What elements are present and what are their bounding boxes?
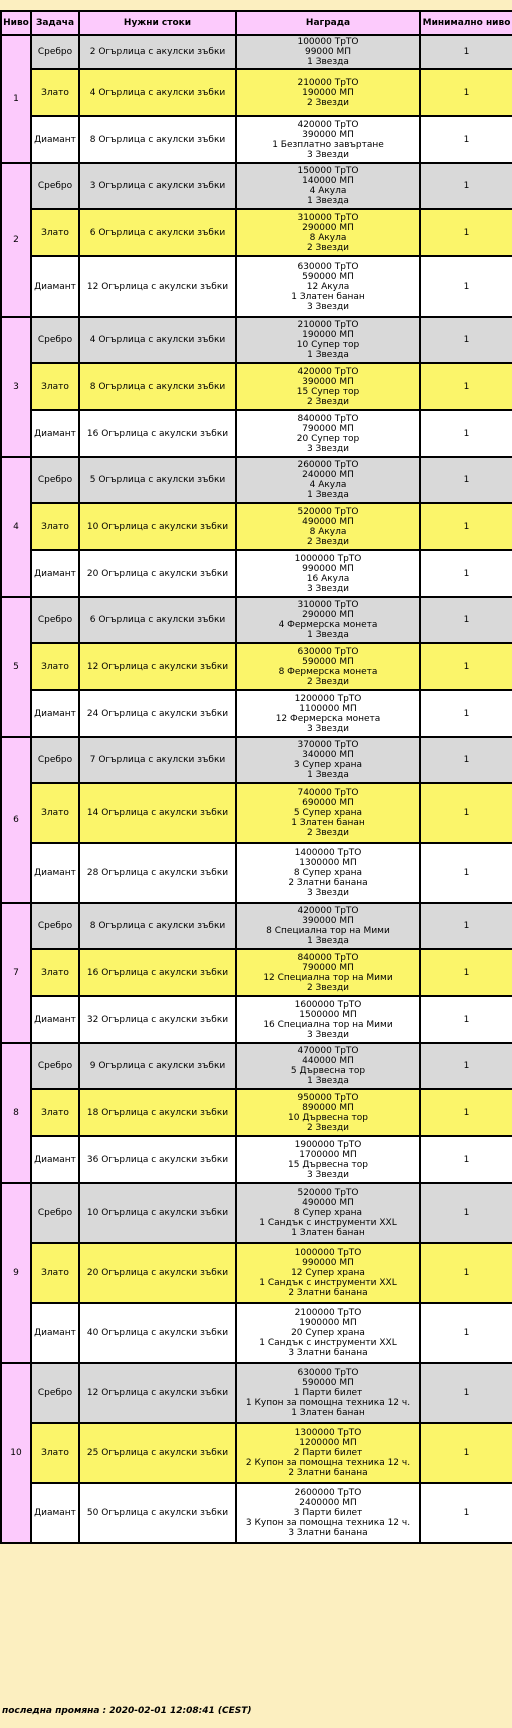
reward-line: 340000 МП	[302, 750, 354, 760]
reward-line: 100000 ТрТО	[297, 37, 359, 47]
task-cell: Сребро	[31, 1183, 79, 1243]
reward-cell	[236, 410, 420, 457]
reward-line: 1 Златен банан	[291, 1228, 365, 1238]
reward-line: 370000 ТрТО	[297, 740, 359, 750]
table-row	[1, 949, 512, 996]
table-header-row	[1, 11, 512, 35]
goods-cell: 8 Огърлица с акулски зъбки	[79, 903, 236, 949]
goods-cell: 6 Огърлица с акулски зъбки	[79, 597, 236, 643]
table-row	[1, 737, 512, 783]
reward-line: 1 Сандък с инструменти XXL	[259, 1218, 397, 1228]
reward-line: 2 Звезди	[306, 97, 350, 108]
reward-line: 3 Звезди	[306, 888, 350, 898]
task-cell: Злато	[31, 1243, 79, 1303]
reward-line: 440000 МП	[302, 1056, 354, 1066]
task-cell: Злато	[31, 69, 79, 116]
reward-cell	[236, 35, 420, 69]
reward-line: 150000 ТрТО	[297, 166, 359, 176]
min-level-cell: 1	[420, 1243, 512, 1303]
task-cell: Диамант	[31, 996, 79, 1043]
task-cell: Сребро	[31, 903, 79, 949]
table-row	[1, 163, 512, 209]
reward-line: 210000 ТрТО	[297, 77, 359, 88]
header-goods: Нужни стоки	[79, 11, 236, 35]
reward-line: 15 Дървесна тор	[288, 1159, 368, 1170]
min-level-cell: 1	[420, 949, 512, 996]
reward-cell	[236, 209, 420, 256]
min-level-cell: 1	[420, 903, 512, 949]
reward-line: 20 Супер храна	[291, 1328, 365, 1338]
level-cell: 1	[1, 35, 31, 163]
reward-line: 2 Купон за помощна техника 12 ч.	[245, 1458, 411, 1468]
reward-cell	[236, 1303, 420, 1363]
min-level-cell: 1	[420, 256, 512, 317]
reward-line: 290000 МП	[302, 610, 354, 620]
reward-line: 3 Звезди	[306, 443, 350, 454]
task-cell: Диамант	[31, 1483, 79, 1543]
table-row	[1, 317, 512, 363]
task-cell: Диамант	[31, 843, 79, 903]
goods-cell: 6 Огърлица с акулски зъбки	[79, 209, 236, 256]
task-cell: Сребро	[31, 737, 79, 783]
reward-line: 1 Звезда	[307, 936, 349, 946]
reward-line: 590000 МП	[302, 1378, 354, 1388]
reward-line: 5 Дървесна тор	[290, 1066, 366, 1076]
reward-line: 3 Звезди	[306, 1029, 350, 1040]
reward-line: 3 Звезди	[306, 301, 350, 312]
reward-line: 2 Звезди	[306, 536, 350, 547]
min-level-cell: 1	[420, 597, 512, 643]
reward-cell	[236, 1089, 420, 1136]
task-cell: Злато	[31, 1423, 79, 1483]
reward-line: 630000 ТрТО	[297, 646, 359, 657]
goods-cell: 20 Огърлица с акулски зъбки	[79, 1243, 236, 1303]
table-row	[1, 209, 512, 256]
table-row	[1, 1303, 512, 1363]
task-cell: Сребро	[31, 1363, 79, 1423]
table-row	[1, 410, 512, 457]
reward-cell	[236, 996, 420, 1043]
reward-cell	[236, 457, 420, 503]
reward-line: 1 Звезда	[307, 350, 349, 360]
reward-line: 590000 МП	[302, 271, 354, 282]
goods-cell: 12 Огърлица с акулски зъбки	[79, 643, 236, 690]
reward-line: 8 Акула	[309, 232, 347, 243]
task-cell: Сребро	[31, 457, 79, 503]
reward-line: 2 Звезди	[306, 828, 350, 838]
task-cell: Диамант	[31, 550, 79, 597]
reward-line: 3 Купон за помощна техника 12 ч.	[245, 1518, 411, 1528]
reward-line: 5 Супер храна	[293, 808, 363, 818]
rewards-table	[0, 10, 512, 1544]
goods-cell: 5 Огърлица с акулски зъбки	[79, 457, 236, 503]
goods-cell: 8 Огърлица с акулски зъбки	[79, 363, 236, 410]
reward-line: 1 Златен банан	[291, 291, 365, 302]
reward-line: 1 Златен банан	[291, 818, 365, 828]
min-level-cell: 1	[420, 737, 512, 783]
min-level-cell: 1	[420, 457, 512, 503]
goods-cell: 10 Огърлица с акулски зъбки	[79, 1183, 236, 1243]
table-row	[1, 363, 512, 410]
reward-line: 990000 МП	[302, 1258, 354, 1268]
task-cell: Диамант	[31, 116, 79, 163]
table-row	[1, 597, 512, 643]
reward-line: 190000 МП	[302, 87, 354, 98]
reward-cell	[236, 116, 420, 163]
reward-line: 1 Златен банан	[291, 1408, 365, 1418]
reward-cell	[236, 1136, 420, 1183]
reward-line: 1 Безплатно завъртане	[272, 139, 384, 150]
reward-line: 2 Златни банана	[288, 1468, 368, 1478]
reward-line: 740000 ТрТО	[297, 788, 359, 798]
table-row	[1, 1136, 512, 1183]
reward-cell	[236, 163, 420, 209]
task-cell: Сребро	[31, 1043, 79, 1089]
table-row	[1, 1089, 512, 1136]
level-cell: 10	[1, 1363, 31, 1543]
reward-cell	[236, 1483, 420, 1543]
task-cell: Злато	[31, 949, 79, 996]
reward-line: 3 Звезди	[306, 583, 350, 594]
reward-line: 470000 ТрТО	[297, 1046, 359, 1056]
reward-line: 3 Звезди	[306, 1169, 350, 1180]
reward-line: 390000 МП	[302, 916, 354, 926]
level-cell: 2	[1, 163, 31, 317]
min-level-cell: 1	[420, 1089, 512, 1136]
min-level-cell: 1	[420, 163, 512, 209]
table-row	[1, 550, 512, 597]
table-row	[1, 643, 512, 690]
reward-cell	[236, 1423, 420, 1483]
reward-line: 1400000 ТрТО	[294, 848, 362, 858]
reward-line: 8 Супер храна	[293, 868, 363, 878]
reward-line: 1 Звезда	[307, 196, 349, 206]
goods-cell: 8 Огърлица с акулски зъбки	[79, 116, 236, 163]
reward-cell	[236, 1183, 420, 1243]
min-level-cell: 1	[420, 317, 512, 363]
goods-cell: 16 Огърлица с акулски зъбки	[79, 410, 236, 457]
reward-line: 12 Фермерска монета	[275, 713, 381, 724]
reward-line: 420000 ТрТО	[297, 366, 359, 377]
reward-line: 12 Супер храна	[291, 1268, 365, 1278]
goods-cell: 36 Огърлица с акулски зъбки	[79, 1136, 236, 1183]
reward-line: 1200000 ТрТО	[294, 693, 362, 704]
reward-line: 890000 МП	[302, 1102, 354, 1113]
table-row	[1, 1043, 512, 1089]
reward-line: 240000 МП	[302, 470, 354, 480]
reward-line: 690000 МП	[302, 798, 354, 808]
min-level-cell: 1	[420, 996, 512, 1043]
min-level-cell: 1	[420, 1183, 512, 1243]
reward-line: 3 Златни банана	[288, 1348, 368, 1358]
reward-line: 3 Звезди	[306, 149, 350, 160]
goods-cell: 18 Огърлица с акулски зъбки	[79, 1089, 236, 1136]
reward-cell	[236, 643, 420, 690]
reward-line: 2 Звезди	[306, 1122, 350, 1133]
reward-line: 420000 ТрТО	[297, 119, 359, 130]
min-level-cell: 1	[420, 503, 512, 550]
reward-line: 2 Парти билет	[293, 1448, 363, 1458]
min-level-cell: 1	[420, 690, 512, 737]
goods-cell: 2 Огърлица с акулски зъбки	[79, 35, 236, 69]
table-row	[1, 1183, 512, 1243]
reward-line: 840000 ТрТО	[297, 413, 359, 424]
last-modified: последна промяна : 2020-02-01 12:08:41 (CEST)	[2, 1706, 252, 1716]
goods-cell: 28 Огърлица с акулски зъбки	[79, 843, 236, 903]
reward-cell	[236, 1243, 420, 1303]
min-level-cell: 1	[420, 843, 512, 903]
reward-line: 1300000 ТрТО	[294, 1428, 362, 1438]
reward-line: 1 Парти билет	[293, 1388, 363, 1398]
header-min-level: Минимално ниво	[420, 11, 512, 35]
reward-line: 1 Звезда	[307, 1076, 349, 1086]
goods-cell: 7 Огърлица с акулски зъбки	[79, 737, 236, 783]
reward-cell	[236, 69, 420, 116]
header-task: Задача	[31, 11, 79, 35]
reward-line: 790000 МП	[302, 962, 354, 973]
level-cell: 8	[1, 1043, 31, 1183]
table-row	[1, 1423, 512, 1483]
reward-line: 630000 ТрТО	[297, 1368, 359, 1378]
min-level-cell: 1	[420, 116, 512, 163]
min-level-cell: 1	[420, 783, 512, 843]
reward-line: 1900000 МП	[299, 1318, 357, 1328]
header-level: Ниво	[1, 11, 31, 35]
reward-line: 1200000 МП	[299, 1438, 357, 1448]
reward-line: 1 Звезда	[307, 770, 349, 780]
reward-line: 520000 ТрТО	[297, 1188, 359, 1198]
table-row	[1, 783, 512, 843]
table-row	[1, 1483, 512, 1543]
level-cell: 4	[1, 457, 31, 597]
reward-line: 790000 МП	[302, 423, 354, 434]
task-cell: Злато	[31, 783, 79, 843]
reward-line: 10 Дървесна тор	[288, 1112, 368, 1123]
table-row	[1, 843, 512, 903]
reward-line: 260000 ТрТО	[297, 460, 359, 470]
goods-cell: 25 Огърлица с акулски зъбки	[79, 1423, 236, 1483]
reward-line: 1 Сандък с инструменти XXL	[259, 1278, 397, 1288]
table-row	[1, 503, 512, 550]
task-cell: Диамант	[31, 1303, 79, 1363]
reward-line: 10 Супер тор	[296, 340, 360, 350]
reward-line: 590000 МП	[302, 656, 354, 667]
table-row	[1, 1243, 512, 1303]
table-row	[1, 256, 512, 317]
min-level-cell: 1	[420, 209, 512, 256]
goods-cell: 10 Огърлица с акулски зъбки	[79, 503, 236, 550]
min-level-cell: 1	[420, 69, 512, 116]
reward-line: 390000 МП	[302, 376, 354, 387]
reward-line: 1 Звезда	[307, 57, 349, 67]
reward-line: 3 Супер храна	[293, 760, 363, 770]
reward-line: 1 Звезда	[307, 630, 349, 640]
reward-cell	[236, 503, 420, 550]
reward-line: 8 Супер храна	[293, 1208, 363, 1218]
goods-cell: 40 Огърлица с акулски зъбки	[79, 1303, 236, 1363]
reward-line: 840000 ТрТО	[297, 952, 359, 963]
reward-line: 1 Сандък с инструменти XXL	[259, 1338, 397, 1348]
goods-cell: 24 Огърлица с акулски зъбки	[79, 690, 236, 737]
goods-cell: 4 Огърлица с акулски зъбки	[79, 317, 236, 363]
task-cell: Диамант	[31, 410, 79, 457]
reward-cell	[236, 1363, 420, 1423]
reward-cell	[236, 949, 420, 996]
goods-cell: 16 Огърлица с акулски зъбки	[79, 949, 236, 996]
goods-cell: 14 Огърлица с акулски зъбки	[79, 783, 236, 843]
task-cell: Диамант	[31, 690, 79, 737]
task-cell: Злато	[31, 209, 79, 256]
min-level-cell: 1	[420, 1136, 512, 1183]
reward-line: 8 Акула	[309, 526, 347, 537]
reward-line: 420000 ТрТО	[297, 906, 359, 916]
task-cell: Сребро	[31, 163, 79, 209]
goods-cell: 12 Огърлица с акулски зъбки	[79, 256, 236, 317]
header-reward: Награда	[236, 11, 420, 35]
task-cell: Злато	[31, 643, 79, 690]
reward-line: 210000 ТрТО	[297, 320, 359, 330]
reward-line: 1000000 ТрТО	[294, 553, 362, 564]
reward-line: 310000 ТрТО	[297, 600, 359, 610]
reward-line: 2 Звезди	[306, 396, 350, 407]
goods-cell: 9 Огърлица с акулски зъбки	[79, 1043, 236, 1089]
min-level-cell: 1	[420, 1043, 512, 1089]
task-cell: Сребро	[31, 35, 79, 69]
reward-line: 950000 ТрТО	[297, 1092, 359, 1103]
reward-line: 2 Звезди	[306, 982, 350, 993]
reward-cell	[236, 1043, 420, 1089]
level-cell: 3	[1, 317, 31, 457]
reward-cell	[236, 903, 420, 949]
goods-cell: 32 Огърлица с акулски зъбки	[79, 996, 236, 1043]
reward-line: 1300000 МП	[299, 858, 357, 868]
reward-line: 2400000 МП	[299, 1498, 357, 1508]
min-level-cell: 1	[420, 363, 512, 410]
reward-line: 4 Акула	[309, 186, 347, 196]
table-row	[1, 457, 512, 503]
reward-line: 140000 МП	[302, 176, 354, 186]
reward-line: 2 Звезди	[306, 676, 350, 687]
reward-line: 15 Супер тор	[296, 386, 360, 397]
level-cell: 9	[1, 1183, 31, 1363]
goods-cell: 12 Огърлица с акулски зъбки	[79, 1363, 236, 1423]
goods-cell: 20 Огърлица с акулски зъбки	[79, 550, 236, 597]
task-cell: Злато	[31, 1089, 79, 1136]
reward-line: 3 Парти билет	[293, 1508, 363, 1518]
reward-line: 4 Фермерска монета	[278, 620, 378, 630]
reward-cell	[236, 550, 420, 597]
min-level-cell: 1	[420, 643, 512, 690]
reward-line: 16 Акула	[306, 573, 350, 584]
table-row	[1, 116, 512, 163]
level-cell: 7	[1, 903, 31, 1043]
min-level-cell: 1	[420, 550, 512, 597]
reward-line: 3 Златни банана	[288, 1528, 368, 1538]
reward-line: 990000 МП	[302, 563, 354, 574]
reward-line: 12 Акула	[306, 281, 350, 292]
reward-line: 2600000 ТрТО	[294, 1488, 362, 1498]
min-level-cell: 1	[420, 35, 512, 69]
table-row	[1, 690, 512, 737]
table-row	[1, 69, 512, 116]
min-level-cell: 1	[420, 410, 512, 457]
reward-line: 3 Звезди	[306, 723, 350, 734]
reward-line: 190000 МП	[302, 330, 354, 340]
min-level-cell: 1	[420, 1363, 512, 1423]
reward-line: 630000 ТрТО	[297, 261, 359, 272]
reward-line: 20 Супер тор	[296, 433, 360, 444]
level-cell: 5	[1, 597, 31, 737]
reward-cell	[236, 737, 420, 783]
task-cell: Диамант	[31, 1136, 79, 1183]
reward-line: 1900000 ТрТО	[294, 1139, 362, 1150]
reward-line: 1 Купон за помощна техника 12 ч.	[245, 1398, 411, 1408]
reward-cell	[236, 597, 420, 643]
reward-line: 1600000 ТрТО	[294, 999, 362, 1010]
reward-line: 520000 ТрТО	[297, 506, 359, 517]
table-row	[1, 996, 512, 1043]
reward-line: 2 Звезди	[306, 242, 350, 253]
goods-cell: 3 Огърлица с акулски зъбки	[79, 163, 236, 209]
reward-cell	[236, 317, 420, 363]
task-cell: Диамант	[31, 256, 79, 317]
min-level-cell: 1	[420, 1483, 512, 1543]
min-level-cell: 1	[420, 1423, 512, 1483]
reward-line: 1700000 МП	[299, 1149, 357, 1160]
goods-cell: 4 Огърлица с акулски зъбки	[79, 69, 236, 116]
reward-line: 390000 МП	[302, 129, 354, 140]
min-level-cell: 1	[420, 1303, 512, 1363]
reward-line: 490000 МП	[302, 516, 354, 527]
task-cell: Сребро	[31, 597, 79, 643]
reward-line: 2100000 ТрТО	[294, 1308, 362, 1318]
reward-cell	[236, 690, 420, 737]
reward-line: 4 Акула	[309, 480, 347, 490]
reward-line: 8 Фермерска монета	[278, 666, 378, 677]
task-cell: Злато	[31, 503, 79, 550]
reward-line: 290000 МП	[302, 222, 354, 233]
reward-line: 8 Специална тор на Мими	[266, 926, 390, 936]
reward-line: 1 Звезда	[307, 490, 349, 500]
reward-cell	[236, 363, 420, 410]
table-row	[1, 35, 512, 69]
reward-line: 2 Златни банана	[288, 878, 368, 888]
table-row	[1, 1363, 512, 1423]
reward-cell	[236, 783, 420, 843]
level-cell: 6	[1, 737, 31, 903]
task-cell: Сребро	[31, 317, 79, 363]
table-row	[1, 903, 512, 949]
reward-line: 1500000 МП	[299, 1009, 357, 1020]
reward-line: 1100000 МП	[299, 703, 357, 714]
goods-cell: 50 Огърлица с акулски зъбки	[79, 1483, 236, 1543]
reward-line: 12 Специална тор на Мими	[263, 972, 393, 983]
reward-cell	[236, 256, 420, 317]
reward-line: 2 Златни банана	[288, 1288, 368, 1298]
reward-line: 1000000 ТрТО	[294, 1248, 362, 1258]
reward-line: 99000 МП	[304, 47, 352, 57]
reward-line: 490000 МП	[302, 1198, 354, 1208]
reward-line: 16 Специална тор на Мими	[263, 1019, 393, 1030]
reward-line: 310000 ТрТО	[297, 212, 359, 223]
task-cell: Злато	[31, 363, 79, 410]
reward-cell	[236, 843, 420, 903]
